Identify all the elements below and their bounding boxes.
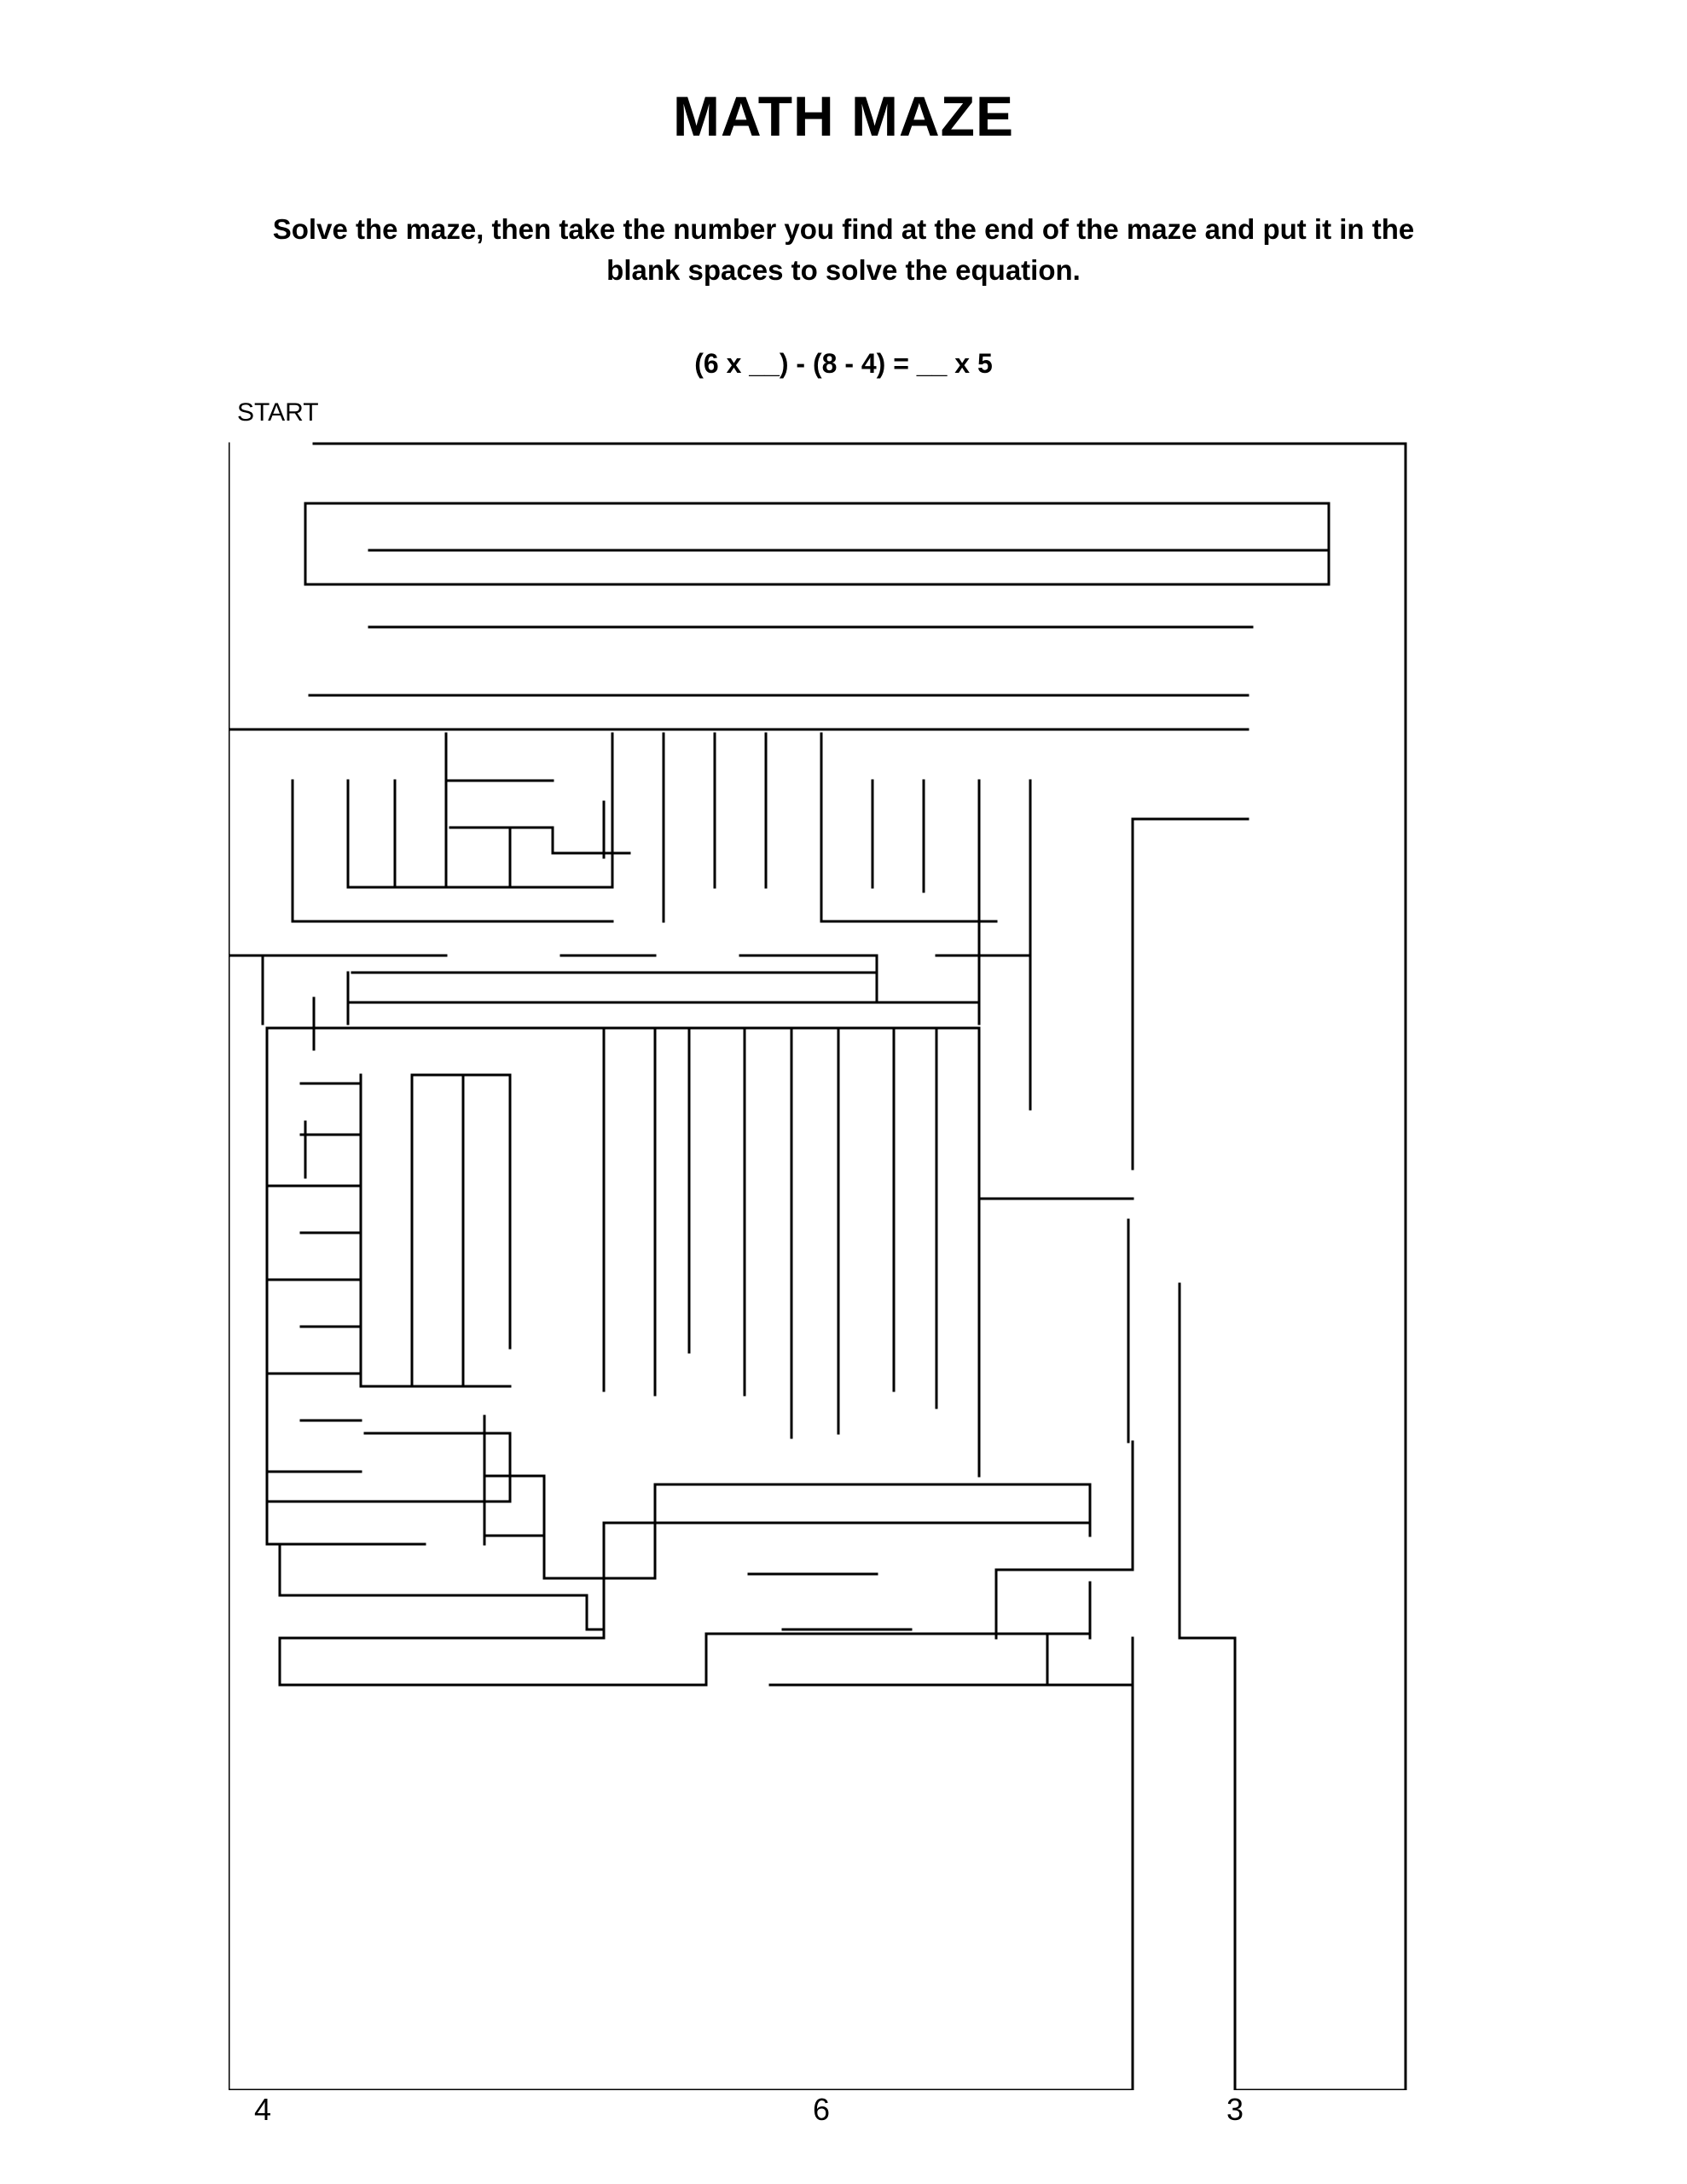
exit-numbers: [229, 2092, 1465, 2143]
exit-number-1: 4: [253, 2092, 272, 2127]
maze-puzzle: [229, 427, 1465, 2090]
page-title: MATH MAZE: [672, 84, 1015, 148]
exit-number-2: 6: [812, 2092, 831, 2127]
instructions-text: Solve the maze, then take the number you find at the end of the maze and put it in the blank spaces to solve the equation.: [272, 213, 1415, 286]
equation-text: (6 x __) - (8 - 4) = __ x 5: [694, 348, 993, 379]
start-label: START: [237, 398, 319, 427]
exit-number-3: 3: [1226, 2092, 1244, 2127]
